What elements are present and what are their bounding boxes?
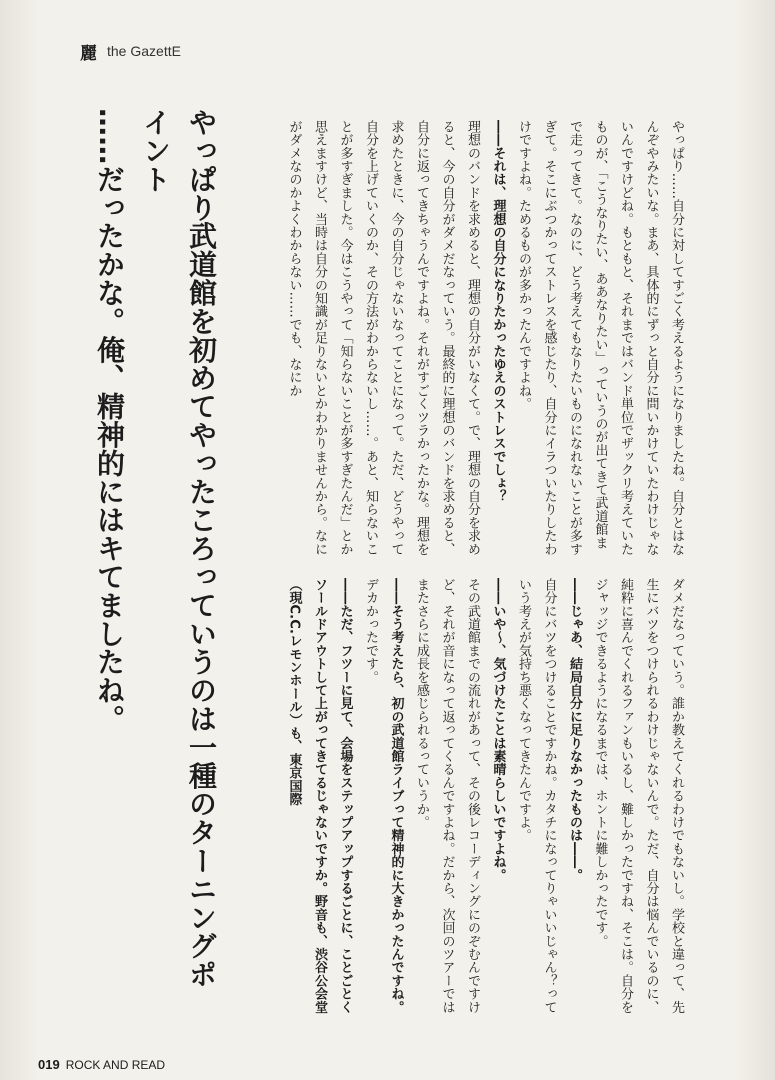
magazine-name: ROCK AND READ <box>65 1058 166 1072</box>
body-column-upper <box>281 120 689 560</box>
interview-question: ――それは、理想の自分になりたかったゆえのストレスでしょ？ <box>490 120 506 503</box>
paragraph: デカかったです。 <box>363 578 378 684</box>
interview-question: ――いや～、気づけたことは素晴らしいですよね。 <box>490 578 506 882</box>
paragraph: ダメだなっていう。誰か教えてくれるわけでもないし。学校と違って、先生にバツをつけられるわけじゃないんで。ただ、自分は悩んでいるのに、純粋に喜んでくれるファンもいるし、難しかったですね、そこは。自分をジャッジできるようになるまでは、ホントに難しかったです。 <box>592 578 684 1014</box>
headline: やっぱり武道館を初めてやったころっていうのは一種のターニングポイント ……だったかな。俺、精神的にはキてましたね。 <box>93 108 218 989</box>
header-band-name: the GazettE <box>107 43 181 59</box>
interview-question: ――そう考えたら、初の武道館ライブって精神的に大きかったんですね。 <box>388 578 404 1014</box>
interview-question: ――ただ、フツーに見て、会場をステップアップするごとに、ことごとくソールドアウトして上がってきてるじゃないですか。野音も、渋谷公会堂（現C.C.レモンホール）も、東京国際 <box>286 578 353 1014</box>
paragraph: その武道館までの流れがあって、その後レコーディングにのぞむんですけど、それが音になって返ってくるんですよね。だから、次回のツアーではまたさらに成長を感じられるっていうか。 <box>414 578 480 1014</box>
body-column-lower <box>281 578 689 1018</box>
paragraph: 自分にバツをつけることですかね。カタチになってりゃいいじゃん？っていう考えが気持ち悪くなってきたんですよ。 <box>516 578 557 1014</box>
page-footer <box>38 1057 165 1072</box>
paragraph: 理想のバンドを求めると、理想の自分がいなくて。で、理想の自分を求めると、今の自分がダメだなっていう。最終的に理想のバンドを求めると、自分に返ってきちゃうんですよね。それがすごくツラかったかな。理想を求めたときに、今の自分じゃないなってことになって。ただ、どうやって自分を上げていくのか、その方法がわからないし……。あと、知らないことが多すぎました。今はこうやって「知らないことが多すぎたんだ」とか思えますけど、当時は自分の知識が足りないとかわかりませんから。なにがダメなのかよくわからない……でも、なにか <box>286 120 480 556</box>
interview-question: ――じゃあ、結局自分に足りなかったものは――。 <box>567 578 582 882</box>
page-number: 019 <box>38 1057 60 1072</box>
page-header <box>80 40 181 62</box>
header-kanji: 麗 <box>80 43 97 64</box>
paragraph: やっぱり……自分に対してすごく考えるようになりましたね。自分とはなんぞやみたいな。まあ、具体的にずっと自分に問いかけていたわけじゃないんですけどね。もともと、それまではバンド単位でザックリ考えていたものが、「こうなりたい、ああなりたい」っていうのが出てきて武道館まで走ってきて。なのに、どう考えてもなりたいものになれないことが多すぎて。そこにぶつかってストレスを感じたり、自分にイラついたりしたわけですよね。ためるものが多かったんですよね。 <box>516 120 684 556</box>
